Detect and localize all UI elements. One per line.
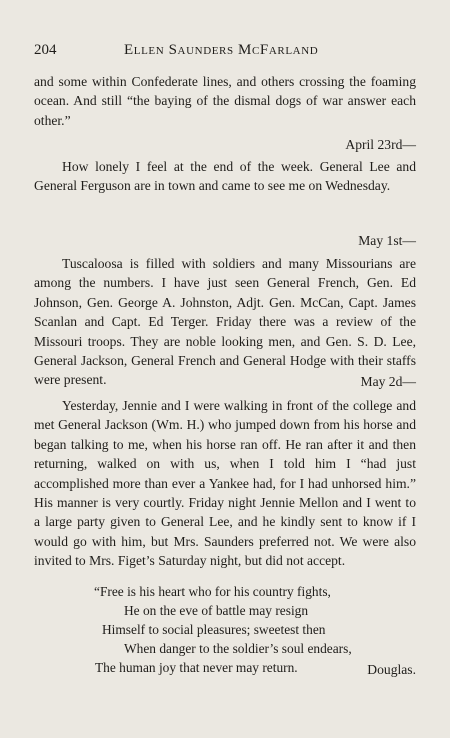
dateline-april-23: April 23rd— [345, 137, 416, 152]
running-head: Ellen Saunders McFarland [124, 42, 319, 58]
dateline-may-1: May 1st— [358, 233, 416, 248]
verse-line: The human joy that never may return. [95, 660, 298, 675]
page-header [34, 42, 426, 62]
dateline-may-2: May 2d— [360, 374, 416, 389]
verse-line: Himself to social pleasures; sweetest then [102, 622, 326, 637]
verse-line: When danger to the soldier’s soul endears, [124, 641, 352, 656]
verse-line: “Free is his heart who for his country fights, [94, 584, 331, 599]
paragraph-may-2: Yesterday, Jennie and I were walking in front of the college and met General Jackson (Wm. H.) who jumped down from his horse and began talking to me, when his horse ran off. He ran after it and then returning, walked on with us, when I told him I “had just accomplished more than ever a Yankee had, for I had unhorsed him.” His manner is very courtly. Friday night Jennie Mellon and I went to a large party given to General Lee, and he kindly sent to know if I would go with him, but Mrs. Saunders preferred not. We were also invited to Mrs. Figet’s Saturday night, but did not accept. [34, 398, 416, 569]
verse-line: He on the eve of battle may resign [124, 603, 309, 618]
paragraph-may-1: Tuscaloosa is filled with soldiers and many Missourians are among the numbers. I have just seen General French, Gen. Ed Johnson, Gen. George A. Johnston, Adjt. Gen. McCan, Capt. James Scanlan and Capt. Ed Terger. Friday there was a review of the Missouri troops. They are noble looking men, and Gen. S. D. Lee, General Jackson, General French and General Hodge with their staffs were present. [34, 256, 416, 388]
paragraph-continuation: and some within Confederate lines, and others crossing the foaming ocean. And still “the baying of the dismal dogs of war answer each other.” [34, 74, 416, 128]
page-number: 204 [34, 42, 57, 58]
paragraph-april-23: How lonely I feel at the end of the week. General Lee and General Ferguson are in town and came to see me on Wednesday. [34, 159, 416, 194]
verse-attribution: Douglas. [367, 662, 416, 677]
